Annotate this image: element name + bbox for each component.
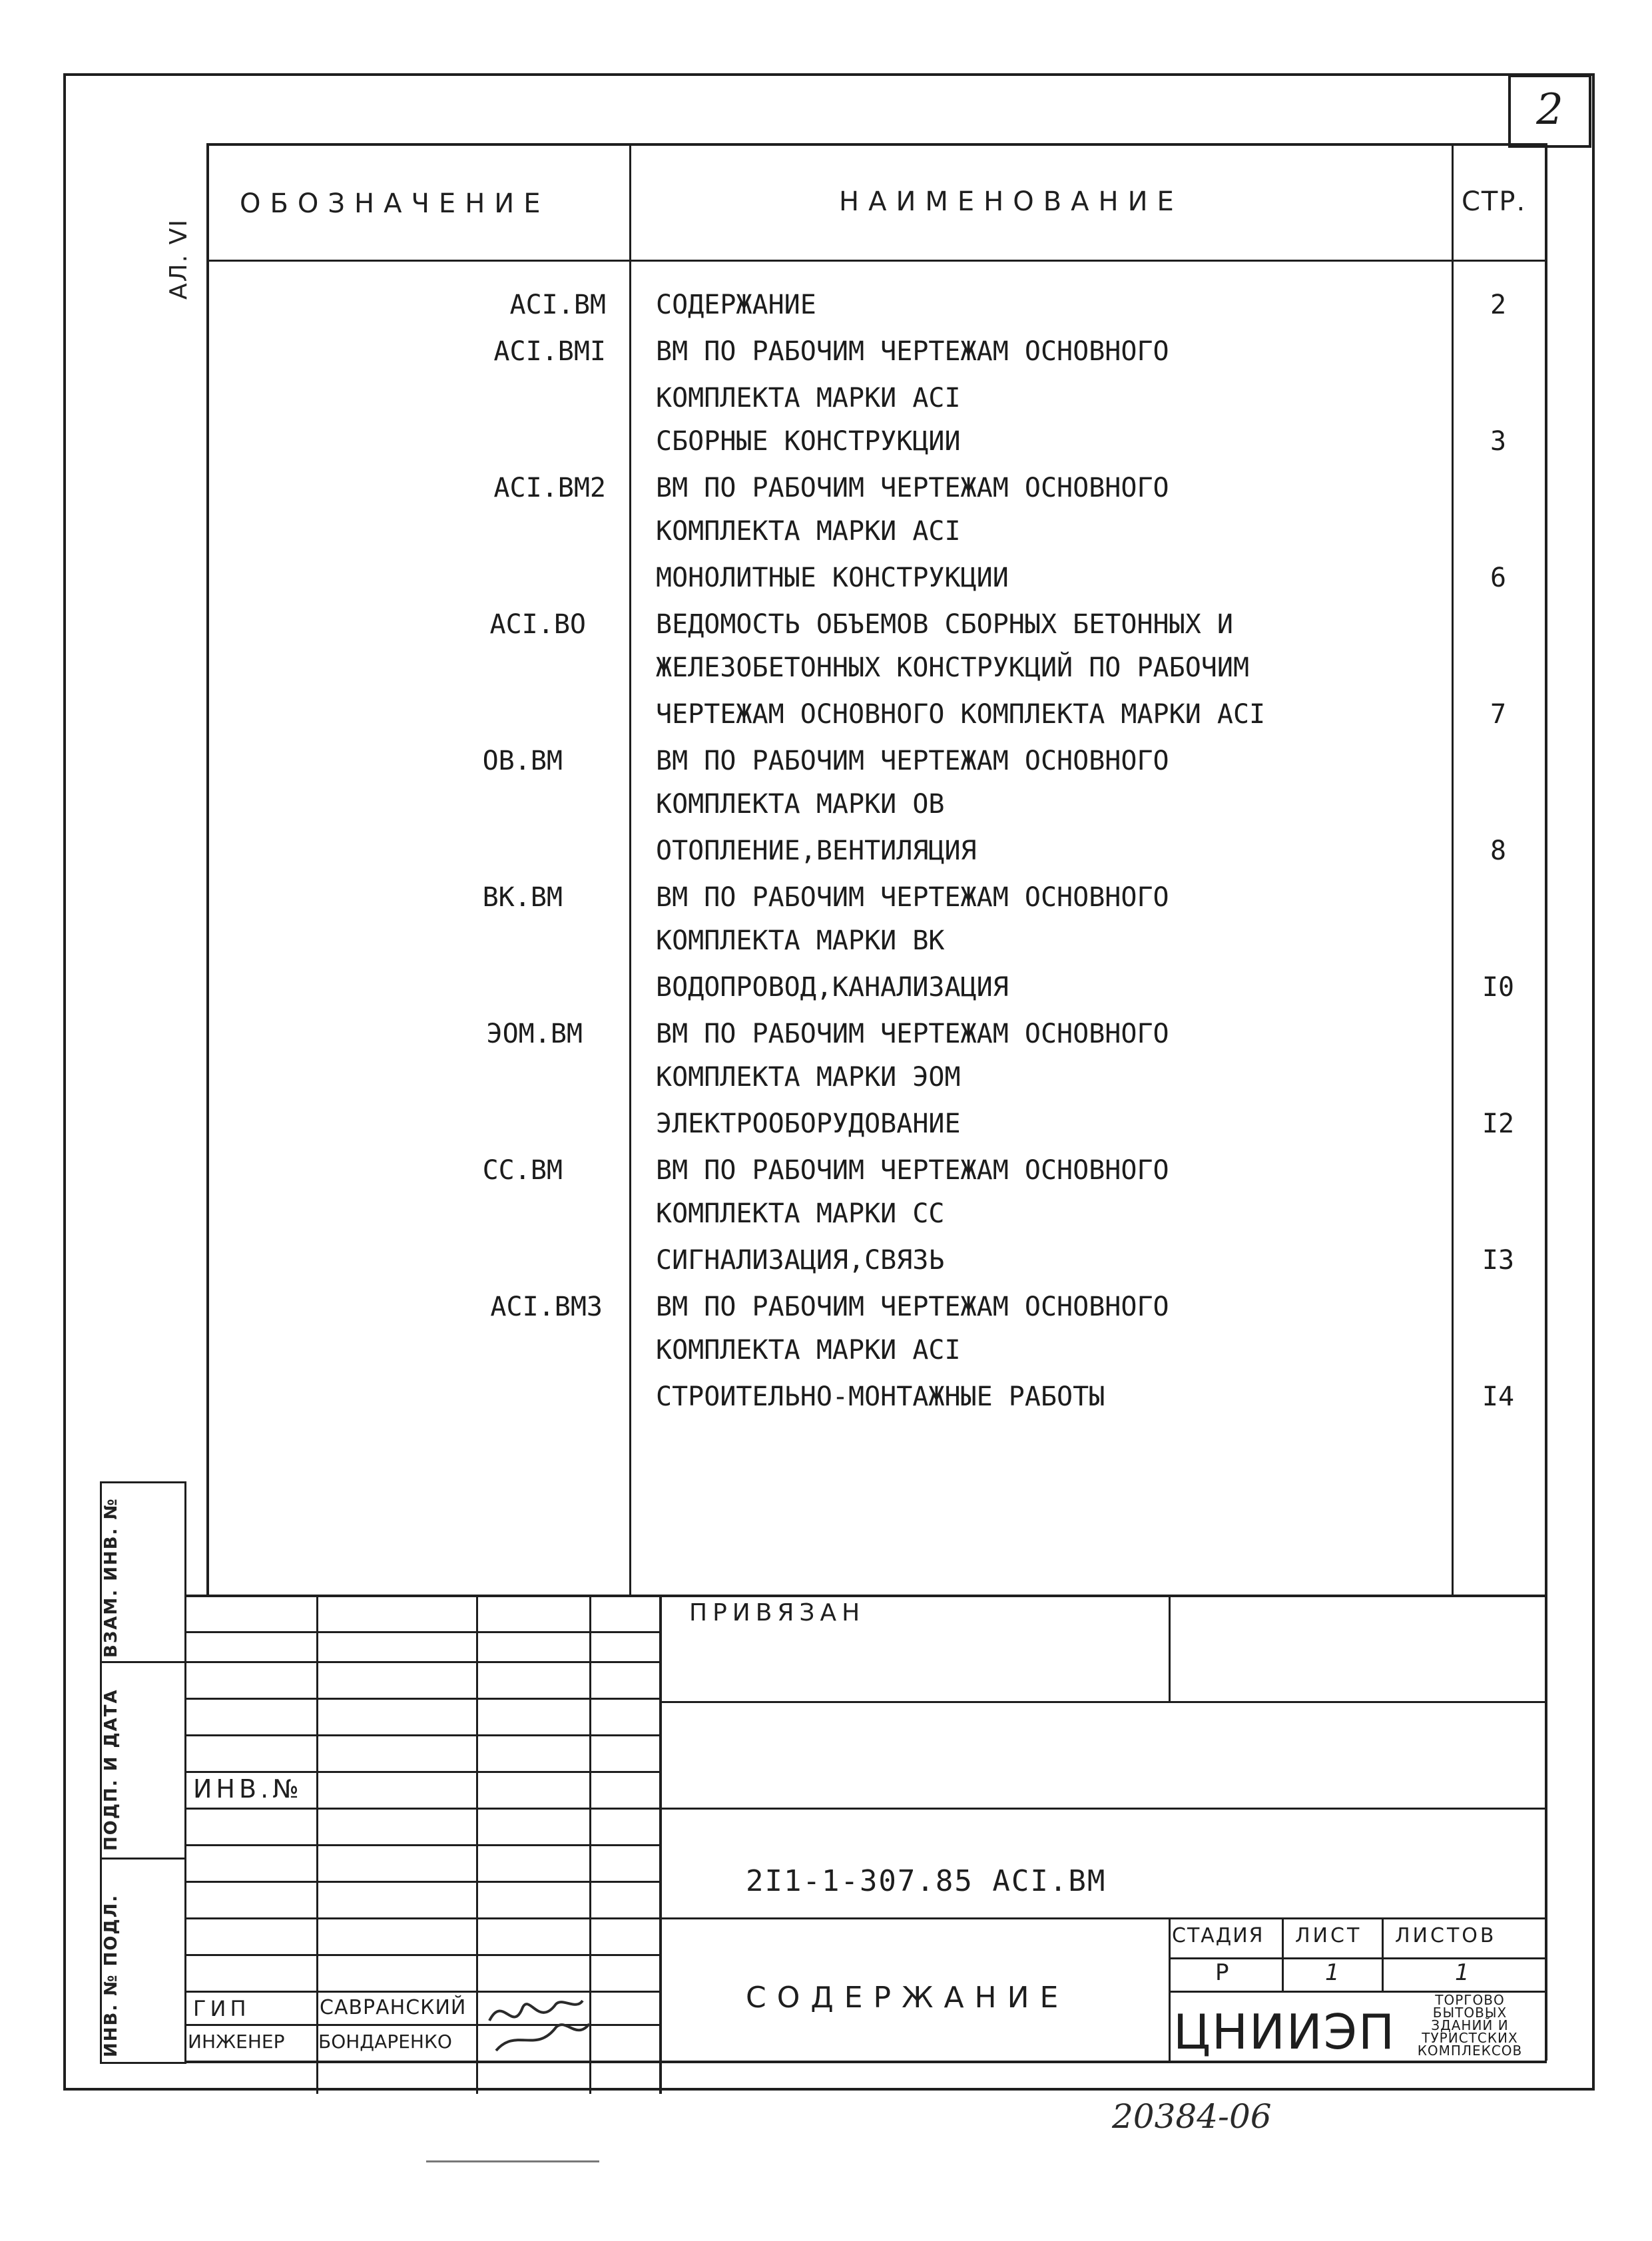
stage-header: СТАДИЯ (1172, 1924, 1264, 1947)
row-name-line: КОМПЛЕКТА МАРКИ ВК (656, 925, 945, 956)
org-name-line: КОМПЛЕКСОВ (1417, 2043, 1523, 2059)
row-name-line: ЖЕЛЕЗОБЕТОННЫХ КОНСТРУКЦИЙ ПО РАБОЧИМ (656, 652, 1250, 683)
row-name-line: КОМПЛЕКТА МАРКИ ЭОМ (656, 1062, 961, 1093)
sheet-number: 2 (1536, 85, 1563, 134)
doc-code: 2I1-1-307.85 АСI.ВМ (746, 1864, 1107, 1898)
header-name: НАИМЕНОВАНИЕ (839, 186, 1183, 217)
org-name-line: ЗДАНИЙ И (1431, 2017, 1509, 2033)
row-code: СС.ВМ (482, 1155, 563, 1186)
row-page: 8 (1490, 836, 1507, 866)
inv-label: ИНВ.№ (193, 1774, 303, 1804)
org-name-line: БЫТОВЫХ (1432, 2005, 1508, 2021)
row-page: 7 (1490, 699, 1507, 730)
org-name (1395, 1994, 1545, 2057)
row-name-line: ВМ ПО РАБОЧИМ ЧЕРТЕЖАМ ОСНОВНОГО (656, 336, 1169, 367)
row-code: АСI.ВМ3 (490, 1292, 603, 1322)
row-name-line: СБОРНЫЕ КОНСТРУКЦИИ (656, 426, 961, 457)
row-page: I0 (1482, 972, 1515, 1003)
row-name-line: ЭЛЕКТРООБОРУДОВАНИЕ (656, 1109, 961, 1139)
signer-name: БОНДАРЕНКО (318, 2031, 452, 2053)
row-name-line: МОНОЛИТНЫЕ КОНСТРУКЦИИ (656, 563, 1009, 593)
stamp-top-line (186, 1595, 1547, 1597)
side-strip-divider-2 (100, 1858, 186, 1860)
row-name-line: ВМ ПО РАБОЧИМ ЧЕРТЕЖАМ ОСНОВНОГО (656, 1019, 1169, 1049)
row-name-line: ВМ ПО РАБОЧИМ ЧЕРТЕЖАМ ОСНОВНОГО (656, 746, 1169, 776)
signature-mark (476, 1987, 596, 2061)
sheet-title: СОДЕРЖАНИЕ (746, 1981, 1069, 2015)
row-name-line: КОМПЛЕКТА МАРКИ АСI (656, 516, 961, 547)
stage-value: Р (1215, 1959, 1229, 1986)
row-name-line: КОМПЛЕКТА МАРКИ ОВ (656, 789, 945, 820)
row-name-line: ЧЕРТЕЖАМ ОСНОВНОГО КОМПЛЕКТА МАРКИ АСI (656, 699, 1266, 730)
side-cell-label: ВЗАМ. ИНВ. № (101, 1497, 121, 1658)
side-strip-divider-1 (100, 1661, 186, 1663)
row-name-line: КОМПЛЕКТА МАРКИ АСI (656, 1335, 961, 1366)
org-name-line: ТОРГОВО (1435, 1992, 1505, 2008)
header-designation: ОБОЗНАЧЕНИЕ (240, 188, 550, 219)
signer-role: ГИП (193, 1996, 250, 2021)
row-name-line: СОДЕРЖАНИЕ (656, 290, 816, 320)
column-divider-1 (629, 143, 631, 1595)
row-code: АСI.ВМI (493, 336, 606, 367)
org-name-line: ТУРИСТСКИХ (1422, 2030, 1518, 2046)
row-page: I2 (1482, 1109, 1515, 1139)
header-page: СТР. (1462, 186, 1527, 217)
row-page: I4 (1482, 1381, 1515, 1412)
row-code: ЭОМ.ВМ (486, 1019, 583, 1049)
sheets-value: 1 (1455, 1959, 1470, 1986)
row-name-line: ВМ ПО РАБОЧИМ ЧЕРТЕЖАМ ОСНОВНОГО (656, 1155, 1169, 1186)
inner-left-border (206, 143, 209, 1595)
row-page: 3 (1490, 426, 1507, 457)
row-name-line: КОМПЛЕКТА МАРКИ АСI (656, 383, 961, 413)
row-page: 2 (1490, 290, 1507, 320)
tied-label: ПРИВЯЗАН (689, 1599, 866, 1626)
row-name-line: ВОДОПРОВОД,КАНАЛИЗАЦИЯ (656, 972, 1009, 1003)
row-name-line: ВМ ПО РАБОЧИМ ЧЕРТЕЖАМ ОСНОВНОГО (656, 1292, 1169, 1322)
signer-name: САВРАНСКИЙ (320, 1996, 467, 2019)
side-cell-label: ПОДП. И ДАТА (101, 1688, 121, 1851)
row-name-line: ВМ ПО РАБОЧИМ ЧЕРТЕЖАМ ОСНОВНОГО (656, 882, 1169, 913)
row-name-line: КОМПЛЕКТА МАРКИ СС (656, 1198, 945, 1229)
side-label: АЛ. VI (165, 218, 192, 300)
row-page: 6 (1490, 563, 1507, 593)
archive-number: 20384-06 (1112, 2097, 1272, 2136)
row-code: АСI.ВМ (509, 290, 606, 320)
title-cell-divider (1169, 1917, 1171, 2061)
row-code: ВК.ВМ (482, 882, 563, 913)
row-page: I3 (1482, 1245, 1515, 1276)
tied-cell-divider (1169, 1595, 1171, 1701)
header-bottom-line (206, 260, 1545, 262)
sheet-header: ЛИСТ (1295, 1924, 1362, 1947)
sheet-value: 1 (1325, 1959, 1340, 1986)
row-code: АСI.ВМ2 (493, 473, 606, 503)
scan-mark (426, 2160, 599, 2162)
inner-right-border (1545, 143, 1547, 2061)
row-name-line: ВЕДОМОСТЬ ОБЪЕМОВ СБОРНЫХ БЕТОННЫХ И (656, 609, 1233, 640)
row-name-line: СТРОИТЕЛЬНО-МОНТАЖНЫЕ РАБОТЫ (656, 1381, 1105, 1412)
row-code: ОВ.ВМ (482, 746, 563, 776)
sheets-header: ЛИСТОВ (1395, 1924, 1497, 1947)
tied-cell-bottom (659, 1701, 1547, 1703)
row-name-line: СИГНАЛИЗАЦИЯ,СВЯЗЬ (656, 1245, 945, 1276)
row-name-line: ОТОПЛЕНИЕ,ВЕНТИЛЯЦИЯ (656, 836, 977, 866)
signer-role: ИНЖЕНЕР (188, 2031, 285, 2053)
side-cell-label: ИНВ. № ПОДЛ. (101, 1893, 121, 2057)
row-name-line: ВМ ПО РАБОЧИМ ЧЕРТЕЖАМ ОСНОВНОГО (656, 473, 1169, 503)
row-code: АСI.ВО (489, 609, 586, 640)
column-divider-2 (1452, 143, 1454, 1595)
inner-top-border (206, 143, 1545, 146)
org-logo: ЦНИИЭП (1173, 2004, 1396, 2060)
